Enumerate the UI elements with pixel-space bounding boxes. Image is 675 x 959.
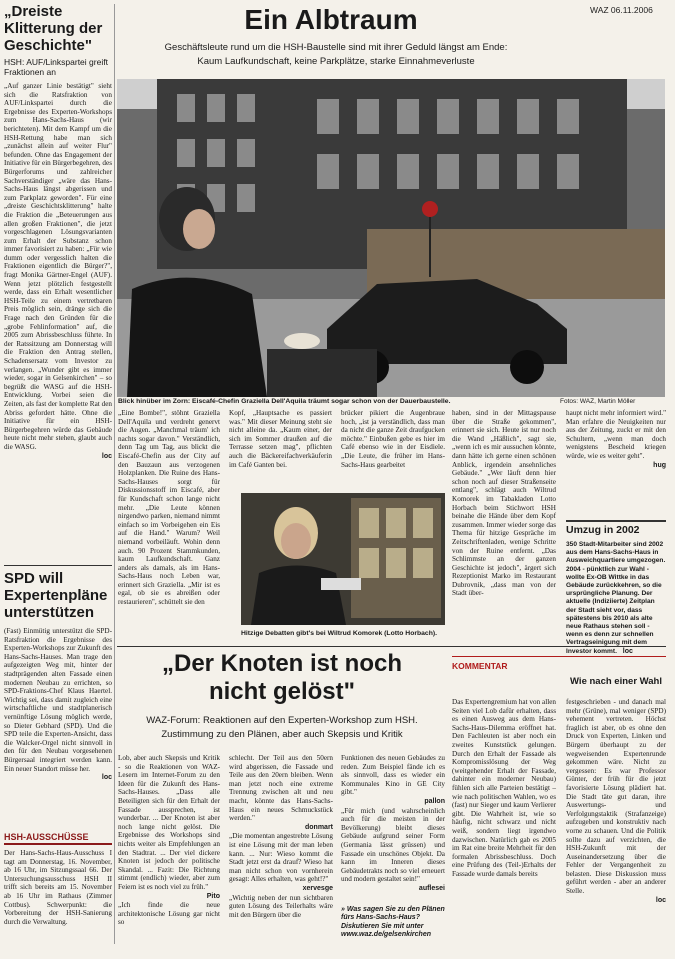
- kommentar-label: KOMMENTAR: [452, 661, 508, 671]
- date-stamp: WAZ 06.11.2006: [590, 5, 653, 15]
- second-col-1-signature: Pito: [206, 892, 220, 900]
- main-col-5-signature: hug: [653, 461, 666, 469]
- main-col-2: Kopf, „Hauptsache es passiert was." Mit dieser Meinung steht sie nicht alleine da. „Kaum einer, der sich im Sommer draußen auf die Terrasse setzen mag", pflichten auch die Bäckereifachverkäuferin im Café Ganten bei.: [229, 409, 332, 469]
- second-col-2-signature-b: xervesge: [302, 884, 333, 892]
- umzug-box: [566, 524, 666, 655]
- second-headline: „Der Knoten ist noch nicht gelöst": [161, 650, 402, 705]
- second-col-3: Funktionen des neuen Gebäudes zu reden. Zum Beispiel fände ich es als sinnvoll, dass es wieder ein Kommunales Kino in GE City gibt." pallon „Für mich (und wahrscheinlich auch für die meisten in der Bevölkerung) bleibt dieses Gebäude aufgrund seiner Form (Germania lässt grüssen) und Fassade ein unschönes Objekt. Da kann im Inneren dieses Gebäudetrakts noch so viel erneuert und modern gestaltet sein!" auflesei: [341, 754, 445, 892]
- umzug-rule: [566, 520, 666, 522]
- sidebar-article-spd: [4, 570, 112, 817]
- main-col-1: „Eine Bombe!", stöhnt Graziella Dell'Aquila und verdreht genervt die Augen. „Manchmal träum' ich nachts sogar davon." Verständlich, denn Tag um Tag, aus blickt die Eiscafé-Chefin aus der City auf den Bauzaun aus verzogenen Holzplanken. Die Ruine des Hans-Sachs-Hauses sorgt für Diskussionsstoff im Eiscafé, aber für Kundschaft schon lange nicht mehr. „Die Leute können nirgendwo parken, niemand nimmt einfach so im Vorbeigehen ein Eis auf die Hand." Warum? Weil niemand vorbeiläuft. Wohin denn auch. 90 Prozent Stammkunden, kaum Laufkundschaft. Ganz anders als damals, als im Hans-Sachs-Haus noch Leben war, erinnert sich Graziella. „Mir ist es egal, ob sie es abreißen oder restaurieren", schüttelt sie den: [118, 409, 220, 607]
- umzug-body: 350 Stadt-Mitarbeiter sind 2002 aus dem Hans-Sachs-Haus in Ausweichquartiere umgezogen. 2004 - pünktlich zur Wahl - wollte Ex-OB Wittke in das Gebäude zurückkehren, so die ursprüngliche Planung. Der aktuelle (Indiziierte) Zeitplan der Stadt sieht vor, dass spätestens bis 2010 als alte neue Rathaus stehen soll - wenn es denn zur schnellen Vertragseinigung mit dem Investor kommt. loc: [566, 541, 666, 655]
- spd-body: (Fast) Einmütig unterstützt die SPD-Ratsfraktion die Ergebnisse des Experten-Workshops zur Zukunft des Hans-Sachs-Hauses. Man trage den aufgezeigten Weg mit, hinter der stadtprägenden alten Fassade einen modernen Neubau zu errichten, so SPD-Fraktions-Chef Klaus Haertel. Wichtig sei, dass damit zugleich eine wirtschaftliche und stadtplanerisch vernünftige Lösung möglich werde, so Dieter Gebhard (SPD). Und die SPD teile die Experten-Ansicht, dass die Walcker-Orgel nicht sinnvoll in den für den Neubau vorgesehenen Bürgersaal integriert werden kann. Ein neuer Standort müsse her. loc: [4, 627, 112, 782]
- photo-credit: Fotos: WAZ, Martin Möller: [560, 398, 636, 405]
- inset-photo: [241, 493, 445, 625]
- kommentar-signature: loc: [655, 896, 666, 904]
- sidebar-headline: „Dreiste Klitterung der Geschichte": [4, 3, 103, 54]
- main-col-3: brücker pikiert die Augenbraue hoch, „ist ja verständlich, dass man da nicht die ganze Zeit draufgucken möchte." Einbußen gebe es hier im Café ebenso wie in der Eisdiele. „Die Leute, die früher im Hans-Sachs-Haus gearbeitet: [341, 409, 445, 469]
- kommentar-rule: [452, 656, 666, 657]
- kommentar-col-2: festgeschrieben - und danach mal mehr (Grüne), mal weniger (SPD) vehement vertreten. Höchst fraglich ist aber, ob es ohne den Druck von Experten, Linken und Bürgern überhaupt zu der wegweisenden Expertenrunde gekommen wäre. Nicht zu vergessen: Es war Professor Günter, der früh für die jetzt favorisierte Lösung plädiert hat. Die Stadt täte gut daran, ihre Auswertungs- und Verfolgungstaktik (Strafanzeige) aufzugeben und konstruktiv nach vorne zu schauen. Und die Politik sollte dazu auf verzichten, die HSH-Zukunft mit der Auseinandersetzung über die Fehler der Vergangenheit zu belasten. Diese Diskussion muss geführt werden - aber an anderer Stelle. loc: [566, 698, 666, 904]
- divider: [4, 565, 112, 566]
- second-col-3-signature-a: pallon: [424, 797, 445, 805]
- main-photo-caption: Blick hinüber im Zorn: Eiscafé-Chefin Graziella Dell'Aquila träumt sogar schon von der Dauerbaustelle.: [118, 398, 451, 405]
- ausschuesse-label: HSH-AUSSCHÜSSE: [4, 832, 112, 845]
- second-col-3-signature-b: auflesei: [418, 884, 445, 892]
- column-divider: [114, 4, 115, 944]
- shop-scene-image: [241, 493, 445, 625]
- spd-signature: loc: [101, 774, 112, 782]
- kommentar-col-1: Das Expertengremium hat von allen Seiten viel Lob dafür erhalten, dass es einen Ausweg aus dem Hans-Sachs-Haus-Dilemma eröffnet hat. Den Fachleuten ist aber noch ein zweites Kunststück gelungen. Durch den Erhalt der Fassade als Kompromisslösung der Weg (weitgehender Erhalt der Fassade, dahinter ein moderner Neubau) fühlen sich alle Parteien bestätigt – wie nach politischen Wahlen, wo es (fast) nur Sieger und kaum Verlierer gibt. Die Wahrheit ist, wie so häufig, nicht schwarz und nicht weiß, sondern liegt irgendwo dazwischen. Natürlich gab es 2005 im Rat eine breite Mehrheit für den formalen Abrissbeschluss. Doch eine Prüfung des (Teil-)Erhalts der Fassade wurde damals bereits: [452, 698, 556, 878]
- sidebar-article-ausschuesse: [4, 832, 112, 959]
- kommentar-title: Wie nach einer Wahl: [570, 676, 662, 687]
- street-scene-image: [117, 79, 665, 397]
- second-col-2: schlecht. Der Teil aus den 50ern wird abgerissen, die Fassade und Teile aus den 20ern bleiben. Wenn man jetzt noch eine extreme Trennung zwischen alt und neu macht, könnte das Hans-Sachs-Haus ein neues Schmuckstück werden." donmart „Die momentan angestrebte Lösung ist eine Lösung mit der man leben kann. ... Nur: Wieso kommt die Stadt jetzt erst da drauf? Wieso hat man nicht schon von vornherein gesagt: Alles erhalten, was geht!?" xervesge „Wichtig neben der nun sichtbaren guten Lösung des Teilerhalts wäre mit den Bürgern über die: [229, 754, 333, 919]
- second-deck: WAZ-Forum: Reaktionen auf den Experten-Workshop zum HSH. Zustimmung zu den Plänen, aber auch Skepsis und Kritik: [146, 715, 418, 740]
- sidebar-article-afu: [4, 3, 112, 542]
- sidebar-subhead: HSH: AUF/Linkspartei greift Fraktionen an: [4, 57, 108, 77]
- forum-teaser: » Was sagen Sie zu den Plänen fürs Hans-Sachs-Haus? Diskutieren Sie mit unter www.waz.de/gelsenkirchen: [341, 906, 445, 939]
- inset-caption: Hitzige Debatten gibt's bei Wiltrud Komorek (Lotto Horbach).: [241, 630, 438, 637]
- main-deck: Geschäftsleute rund um die HSH-Baustelle sind mit ihrer Geduld längst am Ende: Kaum Laufkundschaft, keine Parkplätze, starke Einnahmeverluste: [164, 42, 508, 67]
- main-headline: Ein Albtraum: [244, 4, 418, 35]
- main-photo: [117, 79, 665, 397]
- main-col-4: haben, sind in der Mittagspause über die Straße gekommen", erinnert sie sich. Heute ist nur noch die Wand „Häßlich", sagt sie, „wenn ich es mir aussuchen könnte, dann hätte ich gerne einen schönen Anblick, irgendein ansehnliches Gebäude." „Wer läuft denn hier schon noch auf dieser Straßenseite entlang", schlägt auch Wiltrud Komorek im Tabakladen Lotto Horbach beim Stichwort HSH beinahe die Hände über dem Kopf zusammen. Immer wieder sorge das Thema für hitzige Gespräche im Zeitschriftenladen, wenige Schritte von der Ruine entfernt. „Das Schlimmste an der ganzen Geschichte ist jedoch", ärgert sich Rezeptionist Marko im Restaurant Dubrovnik, „dass man von der Stadt über-: [452, 409, 556, 598]
- sidebar-signature: loc: [101, 452, 112, 460]
- second-col-2-signature-a: donmart: [305, 823, 333, 831]
- second-col-1: Lob, aber auch Skepsis und Kritik - so die Reaktionen von WAZ-Lesern im Internet-Forum zu den Ideen für die Zukunft des Hans-Sachs-Hauses. „Dass alle Beteiligten sich für den Erhalt der Fassade aussprechen, ist wunderbar. ... Der Knoten ist aber noch lange nicht gelöst. Die Ergebnisse des Workshops sind nichts weiter als Empfehlungen an den Stadtrat. ... Der viel dickere Knoten ist jedoch der politische Skandal. ... Fazit: Die Richtung stimmt (endlich) wieder, aber zum Feiern ist es noch viel zu früh." Pito „Ich finde die neue architektonische Lösung gar nicht so: [118, 754, 220, 927]
- sidebar-body: „Auf ganzer Linie bestätigt" sieht sich die Ratsfraktion von AUF/Linkspartei durch die Ergebnisse des Experten-Workshops zum Hans-Sachs-Haus (wir berichteten). Mit dem Kampf um die HSH-Rettung habe man sich „zunächst allein auf weiter Flur" befunden. Ohne das Engagement der Initiative für ein Bürgerbegehren, des Bürgerforums und zahlreicher Sachverständiger „wäre das Hans-Sachs-Haus längst abgerissen und zum Parkplatz geworden". Für eine „dreiste Geschichtsklitterung" halte die Fraktion die „Beteuerungen aus allen großen Fraktionen", die jetzt vorgeschlagenen Lösungsvarianten zum Erhalt der Substanz schon immer favorisiert zu haben: „Für wie dumm oder vergesslich halten die Fraktionen eigentlich die Bürger?", fragt Monika Gärtner-Engel (AUF). Wenn jetzt plötzlich festgestellt werde, dass ein Erhalt wesentlicher HSH-Teile zu einem vertretbaren Preis möglich sein, dränge sich die Frage nach den Gründen für die „grobe Fehlinformation" auf, die 2005 zum Abrissbeschluss führte. In der Ratssitzung am Donnerstag will die Fraktion den Antrag stellen, Schadensersatz vom Investor zu verlangen. „Wunder gibt es immer wieder, sogar in Gelsenkirchen" – so begrüßt die WASG auf die HSH-Entwicklung. Vorbei seien die Zeiten, als fast der komplette Rat den Abriss gefordert hätte. Ohne die Initiative für ein HSH-Bürgerbegehren würde das Gebäude heute nicht mehr stehen, glaubt auch die WASG. loc: [4, 82, 112, 460]
- main-col-5: haupt nicht mehr informiert wird." Man erfahre die Neuigkeiten nur aus der Zeitung, zuckt er mit den Schultern, „wenn man doch wenigstens Bescheid kriegen würde, wie es weiter geht". hug: [566, 409, 666, 469]
- ausschuesse-body: Der Hans-Sachs-Haus-Ausschuss I tagt am Donnerstag, 16. November, ab 16 Uhr, im Sitzungssaal 66. Der Untersuchungsausschuss HSH II trifft sich bereits am 15. November ab 16 Uhr im Rathaus (Zimmer Cottbus). Schwerpunkt: die Vorbereitung der HSH-Sanierung durch die Verwaltung.: [4, 849, 112, 926]
- section-rule: [117, 646, 666, 647]
- spd-headline: SPD will Expertenpläne unterstützen: [4, 570, 108, 621]
- umzug-signature: loc: [622, 647, 633, 655]
- umzug-headline: Umzug in 2002: [566, 524, 640, 536]
